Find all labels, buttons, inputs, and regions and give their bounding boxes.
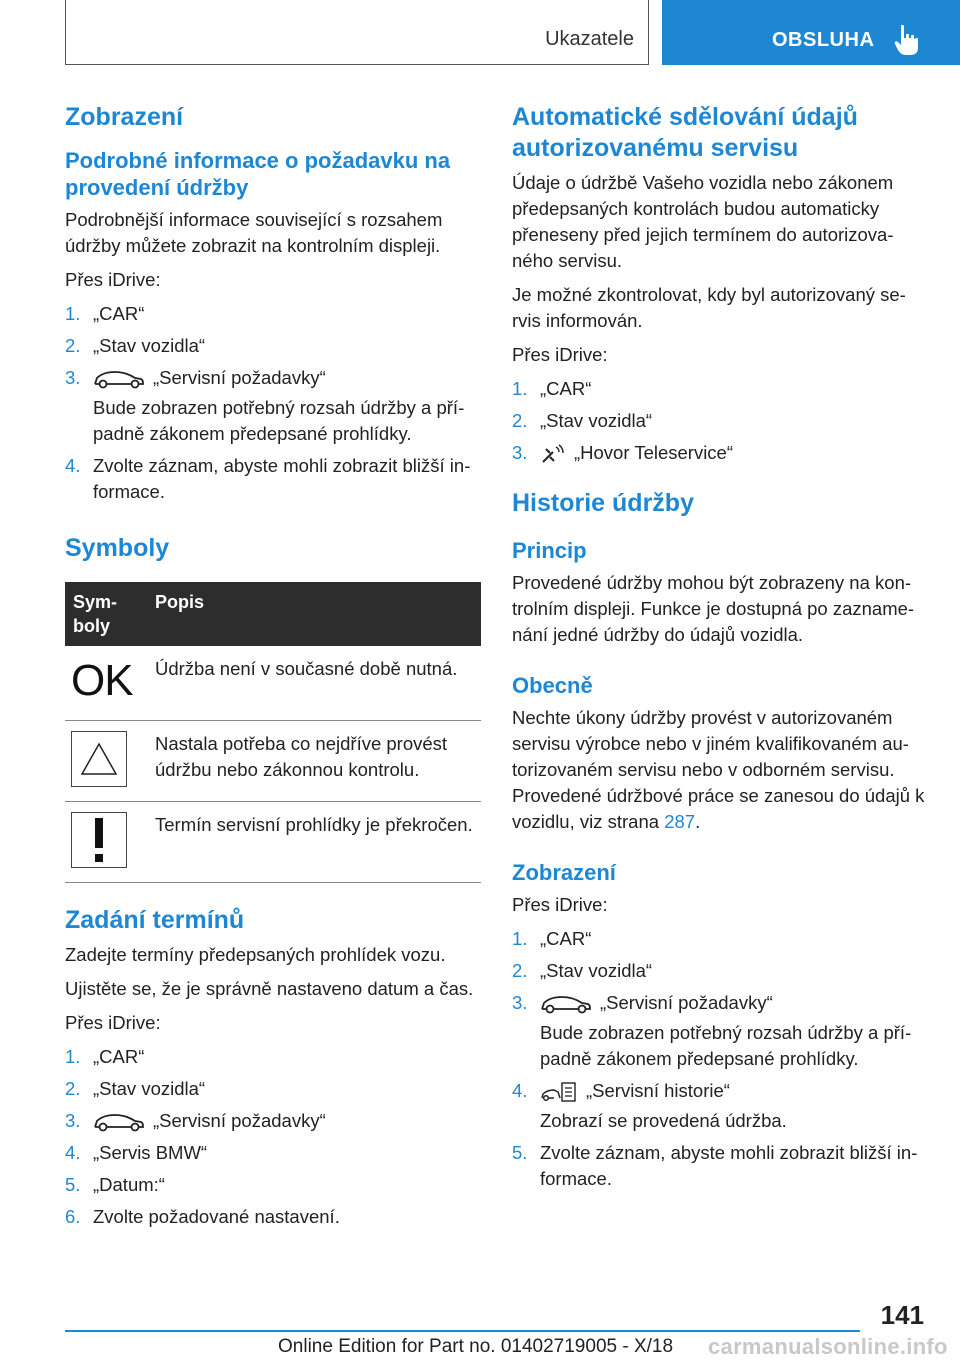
dates-steps	[65, 1044, 481, 1230]
list-item: 3. „Servisní požadavky“	[65, 1108, 481, 1134]
list-item: 4. Zvolte záznam, abyste mohli zobrazit bližší informace.	[65, 455, 471, 502]
dates-text-2: Ujistěte se, že je správně nastaveno datum a čas.	[65, 978, 474, 999]
display-heading-right: Zobrazení	[512, 860, 616, 885]
warning-triangle-icon	[71, 731, 127, 787]
dates-via: Přes iDrive:	[65, 1012, 161, 1033]
pointing-hand-icon	[894, 24, 920, 56]
footer-divider	[65, 1330, 860, 1332]
left-column	[65, 102, 481, 1236]
list-item: 1. „CAR“	[65, 1046, 145, 1067]
list-item: 5. Zvolte záznam, abyste mohli zobrazit bližší informace.	[512, 1142, 918, 1190]
display-via: Přes iDrive:	[512, 894, 608, 915]
table-header-symbols: Symboly	[65, 582, 147, 646]
list-item: 2. „Stav vozidla“	[512, 960, 653, 981]
history-heading: Historie údržby	[512, 489, 694, 517]
watermark: carmanualsonline.info	[708, 1334, 948, 1359]
table-row	[65, 721, 481, 802]
list-item: 3. „Hovor Teleservice“	[512, 440, 926, 466]
header-section-box	[65, 0, 649, 65]
detail-steps	[65, 301, 481, 505]
footer-edition: Online Edition for Part no. 01402719005 - X/18	[278, 1336, 674, 1357]
list-item: 5. „Datum:“	[65, 1174, 165, 1195]
general-text: Nechte úkony údržby provést v autorizovaném servisu výrobce nebo v jiném kvalifikovaném autorizovaném servisu nebo v odborném servisu. Provedené údržbové práce se zanesou do údajů k vozidlu, viz strana 287.	[512, 707, 925, 832]
service-history-icon	[540, 1080, 578, 1104]
car-service-icon	[93, 1111, 145, 1133]
right-column	[512, 102, 926, 1198]
auto-heading: Automatické sdělování údajů autorizovanému servisu	[512, 103, 858, 162]
detail-text: Podrobnější informace související s rozsahem údržby můžete zobrazit na kontrolním displeji.	[65, 209, 443, 256]
list-item: 3. „Servisní požadavky“ Bude zobrazen potřebný rozsah údržby a případně zákonem předepsané prohlídky.	[65, 367, 465, 444]
list-item: 6. Zvolte požadované nastavení.	[65, 1206, 340, 1227]
principle-text: Provedené údržby mohou být zobrazeny na kontrolním displeji. Funkce je dostupná po zaznamenání jedné údržby do údajů vozidla.	[512, 572, 915, 645]
header-chapter-tab[interactable]	[662, 0, 960, 65]
auto-text-1: Údaje o údržbě Vašeho vozidla nebo zákonem předepsaných kontrolách budou automaticky přeneseny před jejich termínem do autorizovaného servisu.	[512, 172, 894, 271]
header-section-title: Ukazatele	[545, 28, 634, 50]
auto-steps	[512, 376, 926, 466]
auto-via: Přes iDrive:	[512, 344, 608, 365]
car-service-icon	[93, 368, 145, 390]
list-item: 4. „Servisní historie“ Zobrazí se provedená údržba.	[512, 1080, 787, 1132]
table-row	[65, 802, 481, 883]
list-item: 1. „CAR“	[65, 303, 145, 324]
ok-symbol-icon: OK	[71, 656, 133, 705]
symbols-heading: Symboly	[65, 534, 170, 562]
list-item: 1. „CAR“	[512, 378, 592, 399]
display-heading: Zobrazení	[65, 103, 184, 131]
car-service-icon	[540, 993, 592, 1015]
table-cell: Nastala potřeba co nejdříve provést údržbu nebo zákonnou kontrolu.	[147, 721, 481, 802]
exclamation-icon	[71, 812, 127, 868]
detail-heading: Podrobné informace o požadavku na provedení údržby	[65, 148, 451, 200]
header-chapter-label: OBSLUHA	[772, 29, 875, 51]
symbols-table	[65, 582, 481, 883]
general-heading: Obecně	[512, 673, 593, 698]
table-header-description: Popis	[147, 582, 481, 646]
teleservice-icon	[540, 443, 566, 465]
dates-heading: Zadání termínů	[65, 906, 245, 934]
table-row	[65, 646, 481, 721]
table-header-row	[65, 582, 481, 646]
list-item: 2. „Stav vozidla“	[65, 335, 206, 356]
list-item: 1. „CAR“	[512, 928, 592, 949]
page-number: 141	[880, 1300, 924, 1330]
dates-text-1: Zadejte termíny předepsaných prohlídek vozu.	[65, 944, 446, 965]
list-item: 2. „Stav vozidla“	[512, 410, 653, 431]
list-item: 4. „Servis BMW“	[65, 1142, 208, 1163]
page-link-287[interactable]: 287	[664, 811, 696, 832]
list-item: 2. „Stav vozidla“	[65, 1078, 206, 1099]
detail-via: Přes iDrive:	[65, 269, 161, 290]
auto-text-2: Je možné zkontrolovat, kdy byl autorizovaný servis informován.	[512, 284, 906, 331]
display-steps	[512, 926, 926, 1192]
list-item: 3. „Servisní požadavky“ Bude zobrazen potřebný rozsah údržby a případně zákonem předepsané prohlídky.	[512, 992, 912, 1069]
principle-heading: Princip	[512, 538, 587, 563]
table-cell: Termín servisní prohlídky je překročen.	[147, 802, 481, 883]
table-cell: Údržba není v současné době nutná.	[147, 646, 481, 721]
